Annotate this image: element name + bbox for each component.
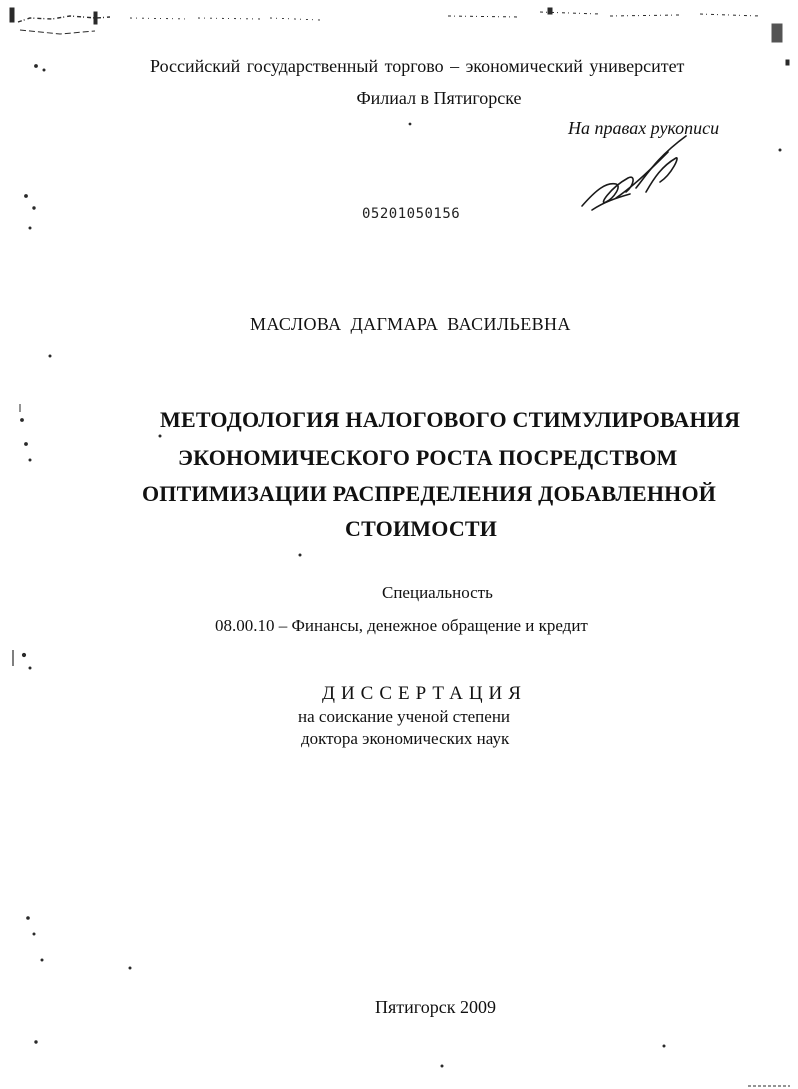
dissertation-title-line-1: МЕТОДОЛОГИЯ НАЛОГОВОГО СТИМУЛИРОВАНИЯ [160,407,741,432]
degree-line-1: на соискание ученой степени [298,707,511,726]
dissertation-title-line-4: СТОИМОСТИ [345,516,498,541]
branch-name: Филиал в Пятигорске [356,88,522,108]
city-and-year: Пятигорск 2009 [375,997,496,1017]
dissertation-title-line-2: ЭКОНОМИЧЕСКОГО РОСТА ПОСРЕДСТВОМ [178,445,678,470]
university-name: Российский государственный торгово – экономический университет [150,56,685,76]
specialty-code: 08.00.10 – Финансы, денежное обращение и кредит [215,616,588,635]
specialty-label: Специальность [382,583,493,602]
dissertation-title-line-3: ОПТИМИЗАЦИИ РАСПРЕДЕЛЕНИЯ ДОБАВЛЕННОЙ [142,481,717,506]
author-name: МАСЛОВА ДАГМАРА ВАСИЛЬЕВНА [250,314,571,334]
manuscript-rights-note: На правах рукописи [568,118,720,138]
signature-icon [576,128,696,218]
degree-line-2: доктора экономических наук [301,729,510,748]
work-type-heading: ДИССЕРТАЦИЯ [322,683,527,704]
registration-number: 05201050156 [362,206,461,222]
